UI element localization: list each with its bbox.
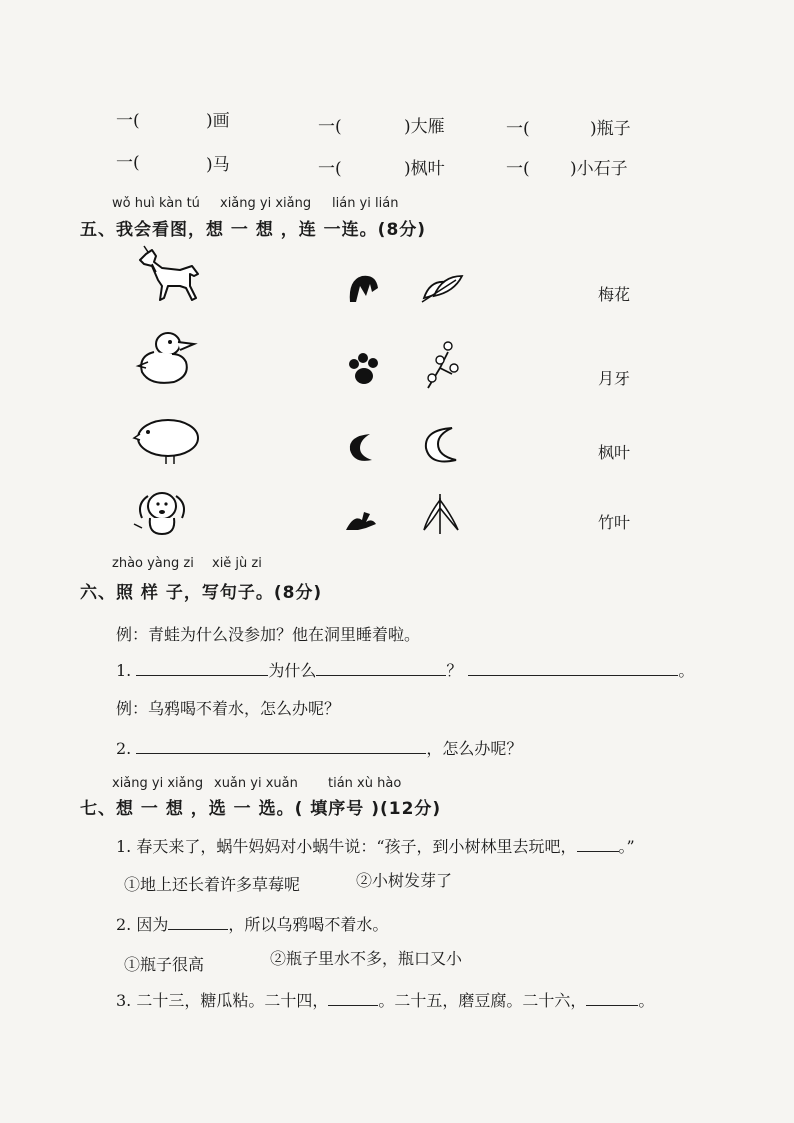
plum-blossom-icon — [420, 338, 462, 390]
question-number: 2. — [116, 739, 132, 758]
section-6-title: 六、照 样 子，写句子。(8分) — [80, 583, 323, 603]
fill-1-prefix: 一( — [116, 111, 140, 131]
dog-paw-print-icon — [346, 352, 382, 388]
section-7-title: 七、想 一 想 ，选 一 选。( 填序号 )(12分) — [80, 799, 442, 819]
fill-6-prefix: 一( — [506, 159, 530, 179]
choice-question-3 — [116, 988, 654, 1011]
option-1: ①瓶子很高 — [124, 955, 205, 974]
word-crescent: 月牙 — [598, 369, 631, 388]
fill-6-suffix: )小石子 — [570, 159, 628, 179]
puppy-icon — [128, 488, 192, 538]
horse-icon — [130, 246, 204, 306]
fill-2-prefix: 一( — [318, 117, 342, 137]
fill-5-suffix: )枫叶 — [404, 159, 445, 179]
word-maple-leaf: 枫叶 — [598, 443, 631, 462]
answer-blank[interactable] — [168, 915, 228, 930]
question-number: 1. — [116, 661, 132, 680]
question-end: ，所以乌鸦喝不着水。 — [228, 915, 389, 934]
chicken-foot-print-icon — [344, 508, 378, 534]
question-end: 。” — [618, 837, 635, 856]
answer-blank[interactable] — [316, 661, 446, 676]
pinyin: lián yi lián — [332, 196, 399, 211]
option-1: ①地上还长着许多草莓呢 — [124, 875, 301, 894]
crescent-moon-icon — [420, 424, 464, 466]
chick-icon — [132, 418, 202, 466]
question-mid: 。二十五，磨豆腐。二十六， — [378, 991, 587, 1010]
answer-blank[interactable] — [136, 661, 268, 676]
choice-question-2 — [116, 912, 388, 935]
pinyin: xuǎn yi xuǎn — [214, 776, 298, 791]
maple-leaf-icon — [420, 270, 468, 306]
example-sentence-2: 例：乌鸦喝不着水，怎么办呢？ — [116, 699, 341, 718]
pinyin: wǒ huì kàn tú — [112, 196, 200, 211]
answer-blank[interactable] — [586, 991, 638, 1006]
question-text: 3. 二十三，糖瓜粘。二十四， — [116, 991, 329, 1010]
duck-icon — [134, 326, 202, 388]
question-2-end: ，怎么办呢？ — [426, 739, 523, 758]
pinyin: zhào yàng zi — [112, 556, 194, 571]
question-text: 1. 春天来了，蜗牛妈妈对小蜗牛说：“孩子，到小树林里去玩吧， — [116, 837, 577, 856]
pinyin: xiě jù zi — [212, 556, 262, 571]
answer-blank[interactable] — [136, 739, 426, 754]
bamboo-leaf-icon — [420, 490, 462, 536]
pinyin: xiǎng yi xiǎng — [112, 776, 204, 791]
question-text: 2. 因为 — [116, 915, 169, 934]
horse-hoof-print-icon — [346, 272, 380, 306]
choice-question-1 — [116, 834, 635, 857]
word-plum-blossom: 梅花 — [598, 285, 631, 304]
section-5-title: 五、我会看图，想 一 想 ，连 一连。(8分) — [80, 220, 427, 240]
question-1-question-mark: ？ — [446, 661, 463, 680]
fill-4-prefix: 一( — [116, 153, 140, 173]
pinyin: tián xù hào — [328, 776, 402, 791]
answer-blank[interactable] — [468, 661, 678, 676]
pinyin: xiǎng yi xiǎng — [220, 196, 312, 211]
word-bamboo-leaf: 竹叶 — [598, 513, 631, 532]
moon-shaped-print-icon — [346, 430, 378, 464]
fill-3-suffix: )瓶子 — [590, 119, 631, 139]
question-1-end: 。 — [678, 661, 695, 680]
question-1-mid: 为什么 — [268, 661, 317, 680]
fill-1-suffix: )画 — [206, 111, 230, 131]
question-1-row — [116, 658, 694, 681]
question-end: 。 — [638, 991, 655, 1010]
answer-blank[interactable] — [577, 837, 619, 852]
example-sentence-1: 例：青蛙为什么没参加？他在洞里睡着啦。 — [116, 625, 421, 644]
fill-3-prefix: 一( — [506, 119, 530, 139]
fill-5-prefix: 一( — [318, 159, 342, 179]
option-2: ②小树发芽了 — [356, 871, 453, 890]
option-2: ②瓶子里水不多，瓶口又小 — [270, 949, 463, 968]
question-2-row — [116, 736, 522, 759]
fill-4-suffix: )马 — [206, 155, 230, 175]
fill-2-suffix: )大雁 — [404, 117, 445, 137]
answer-blank[interactable] — [328, 991, 378, 1006]
